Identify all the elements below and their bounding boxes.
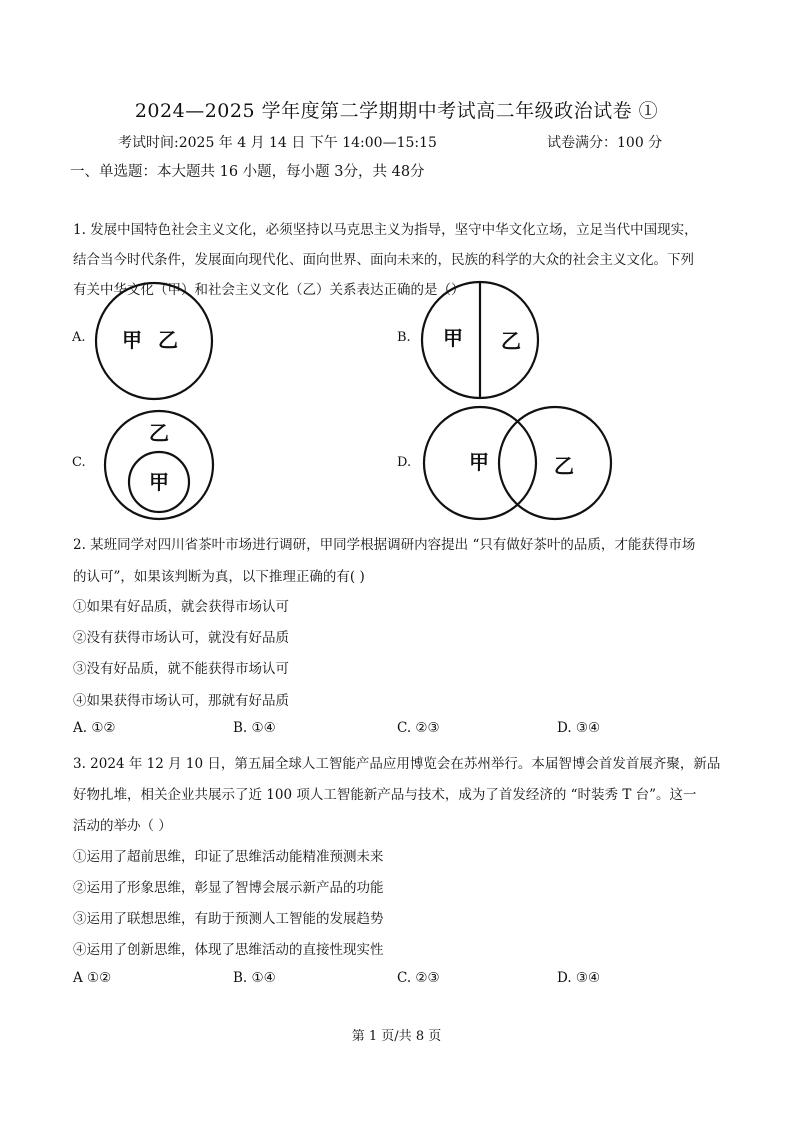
label-yi: 乙 bbox=[158, 328, 178, 352]
q1-option-a-label: A. bbox=[72, 330, 86, 345]
q2-choice-b: B. ①④ bbox=[233, 720, 276, 736]
q1-line-3: 有关中华文化（甲）和社会主义文化（乙）关系表达正确的是（） bbox=[73, 282, 465, 298]
full-score: 试卷满分：100 分 bbox=[547, 135, 663, 151]
q1-option-d-diagram bbox=[420, 405, 616, 525]
q1-option-b-diagram bbox=[419, 279, 543, 403]
label-yi: 乙 bbox=[149, 421, 169, 445]
exam-title: 2024—2025 学年度第二学期期中考试高二年级政治试卷 ① bbox=[134, 100, 659, 122]
section-heading: 一、单选题：本大题共 16 小题，每小题 3分，共 48分 bbox=[70, 164, 425, 180]
q1-line-2: 结合当今时代条件，发展面向现代化、面向世界、面向未来的，民族的科学的大众的社会主义文化。下列 bbox=[73, 252, 694, 268]
label-jia: 甲 bbox=[443, 326, 463, 350]
q3-statement-4: ④运用了创新思维，体现了思维活动的直接性现实性 bbox=[73, 942, 384, 958]
q3-choice-d: D. ③④ bbox=[557, 970, 601, 986]
q2-line-1: 2. 某班同学对四川省茶叶市场进行调研，甲同学根据调研内容提出 “只有做好茶叶的品质，才能获得市场 bbox=[73, 537, 696, 553]
q2-statement-1: ①如果有好品质，就会获得市场认可 bbox=[73, 599, 289, 615]
label-jia: 甲 bbox=[122, 328, 142, 352]
q2-choice-d: D. ③④ bbox=[557, 720, 601, 736]
q2-statement-4: ④如果获得市场认可，那就有好品质 bbox=[73, 693, 289, 709]
q1-option-c-diagram bbox=[102, 408, 216, 522]
q2-statement-2: ②没有获得市场认可，就没有好品质 bbox=[73, 630, 289, 646]
q3-statement-1: ①运用了超前思维，印证了思维活动能精准预测未来 bbox=[73, 849, 384, 865]
q3-choice-a: A ①② bbox=[73, 970, 112, 986]
q2-line-2: 的认可”，如果该判断为真，以下推理正确的有( ) bbox=[73, 569, 365, 585]
exam-time: 考试时间:2025 年 4 月 14 日 下午 14:00—15:15 bbox=[118, 135, 437, 151]
q3-choice-b: B. ①④ bbox=[233, 970, 276, 986]
q3-line-1: 3. 2024 年 12 月 10 日，第五届全球人工智能产品应用博览会在苏州举行。本届智博会首发首展齐聚，新品 bbox=[73, 756, 721, 772]
label-yi: 乙 bbox=[501, 329, 521, 353]
q2-choice-c: C. ②③ bbox=[397, 720, 440, 736]
label-yi: 乙 bbox=[554, 454, 574, 478]
q1-option-b-label: B. bbox=[397, 330, 411, 345]
q2-choice-a: A. ①② bbox=[73, 720, 116, 736]
q3-choice-c: C. ②③ bbox=[397, 970, 440, 986]
q3-statement-2: ②运用了形象思维，彰显了智博会展示新产品的功能 bbox=[73, 880, 384, 896]
q1-option-c-label: C. bbox=[72, 455, 86, 470]
label-jia: 甲 bbox=[149, 470, 169, 494]
q3-line-2: 好物扎堆，相关企业共展示了近 100 项人工智能新产品与技术，成为了首发经济的 “时装秀 T 台”。这一 bbox=[73, 787, 697, 803]
q3-statement-3: ③运用了联想思维，有助于预测人工智能的发展趋势 bbox=[73, 911, 384, 927]
q3-line-3: 活动的举办（ ） bbox=[73, 818, 172, 834]
label-jia: 甲 bbox=[469, 450, 489, 474]
q2-statement-3: ③没有好品质，就不能获得市场认可 bbox=[73, 661, 289, 677]
q1-option-a-diagram bbox=[92, 279, 216, 403]
circle-outer bbox=[96, 283, 212, 399]
q1-line-1: 1. 发展中国特色社会主义文化，必须坚持以马克思主义为指导，坚守中华文化立场，立足当代中国现实， bbox=[73, 222, 698, 238]
page-footer: 第 1 页/共 8 页 bbox=[351, 1029, 442, 1044]
q1-option-d-label: D. bbox=[397, 455, 412, 470]
